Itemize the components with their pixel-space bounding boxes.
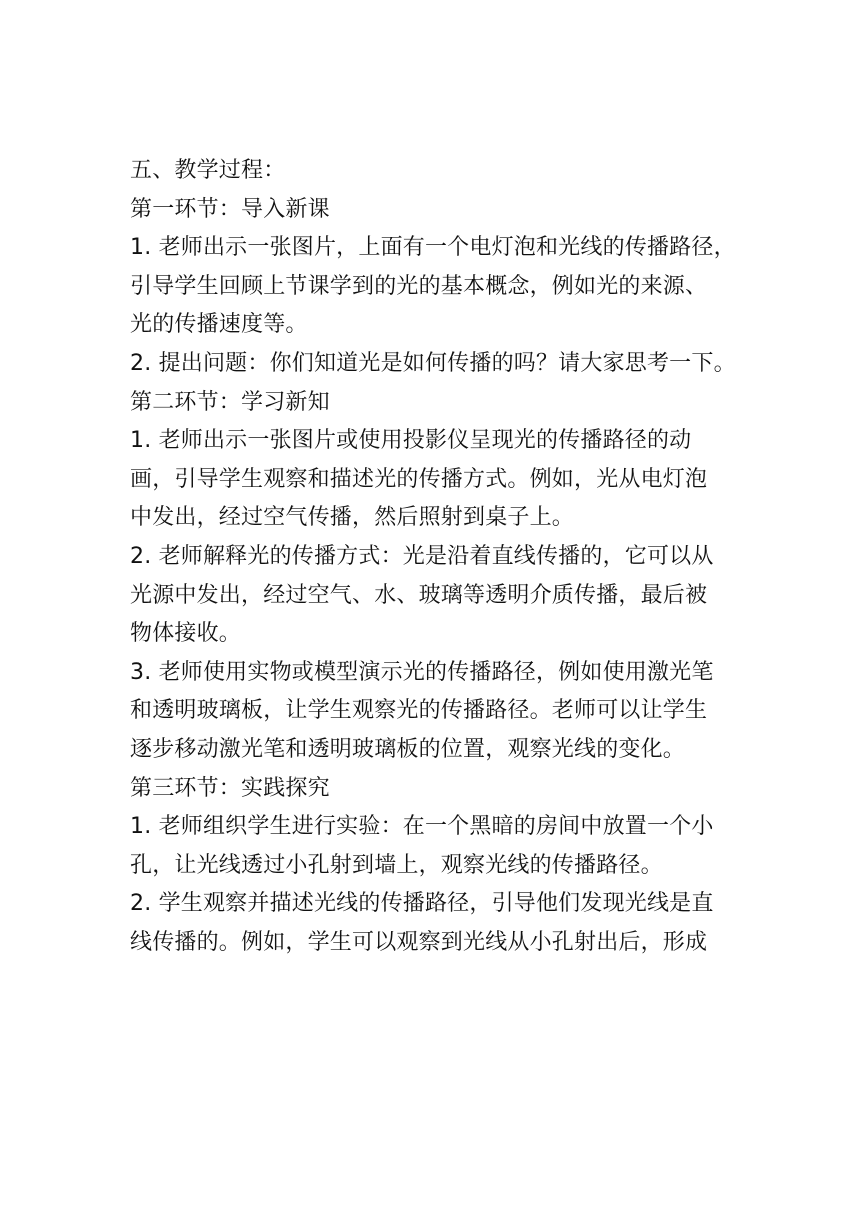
stage1-item1-line3: 光的传播速度等。: [130, 312, 308, 338]
section-title: 五、教学过程：: [130, 158, 286, 183]
stage3-heading: 第三环节：实践探究: [130, 775, 330, 801]
stage3-item2-line2: 线传播的。例如，学生可以观察到光线从小孔射出后，形成: [130, 929, 708, 955]
stage2-item3-line3: 逐步移动激光笔和透明玻璃板的位置，观察光线的变化。: [130, 736, 686, 762]
stage2-item2-line2: 光源中发出，经过空气、水、玻璃等透明介质传播，最后被: [130, 582, 708, 608]
stage3-item1-line1: 1. 老师组织学生进行实验：在一个黑暗的房间中放置一个小: [130, 814, 714, 840]
stage2-item2-line1: 2. 老师解释光的传播方式：光是沿着直线传播的，它可以从: [130, 543, 714, 569]
stage2-item3-line1: 3. 老师使用实物或模型演示光的传播路径，例如使用激光笔: [130, 659, 714, 685]
stage1-item1-line2: 引导学生回顾上节课学到的光的基本概念，例如光的来源、: [130, 273, 708, 299]
stage2-heading: 第二环节：学习新知: [130, 389, 330, 415]
stage2-item1-line3: 中发出，经过空气传播，然后照射到桌子上。: [130, 505, 575, 531]
stage1-item1-line1: 1. 老师出示一张图片，上面有一个电灯泡和光线的传播路径，: [130, 235, 736, 261]
stage2-item3-line2: 和透明玻璃板，让学生观察光的传播路径。老师可以让学生: [130, 698, 708, 724]
stage2-item1-line1: 1. 老师出示一张图片或使用投影仪呈现光的传播路径的动: [130, 428, 692, 454]
stage2-item2-line3: 物体接收。: [130, 621, 242, 647]
stage3-item2-line1: 2. 学生观察并描述光线的传播路径，引导他们发现光线是直: [130, 891, 714, 917]
document-body: [130, 152, 750, 962]
stage3-item1-line2: 孔，让光线透过小孔射到墙上，观察光线的传播路径。: [130, 852, 663, 878]
stage2-item1-line2: 画，引导学生观察和描述光的传播方式。例如，光从电灯泡: [130, 466, 708, 492]
stage1-item2-line1: 2. 提出问题：你们知道光是如何传播的吗？请大家思考一下。: [130, 350, 736, 376]
stage1-heading: 第一环节：导入新课: [130, 196, 330, 222]
